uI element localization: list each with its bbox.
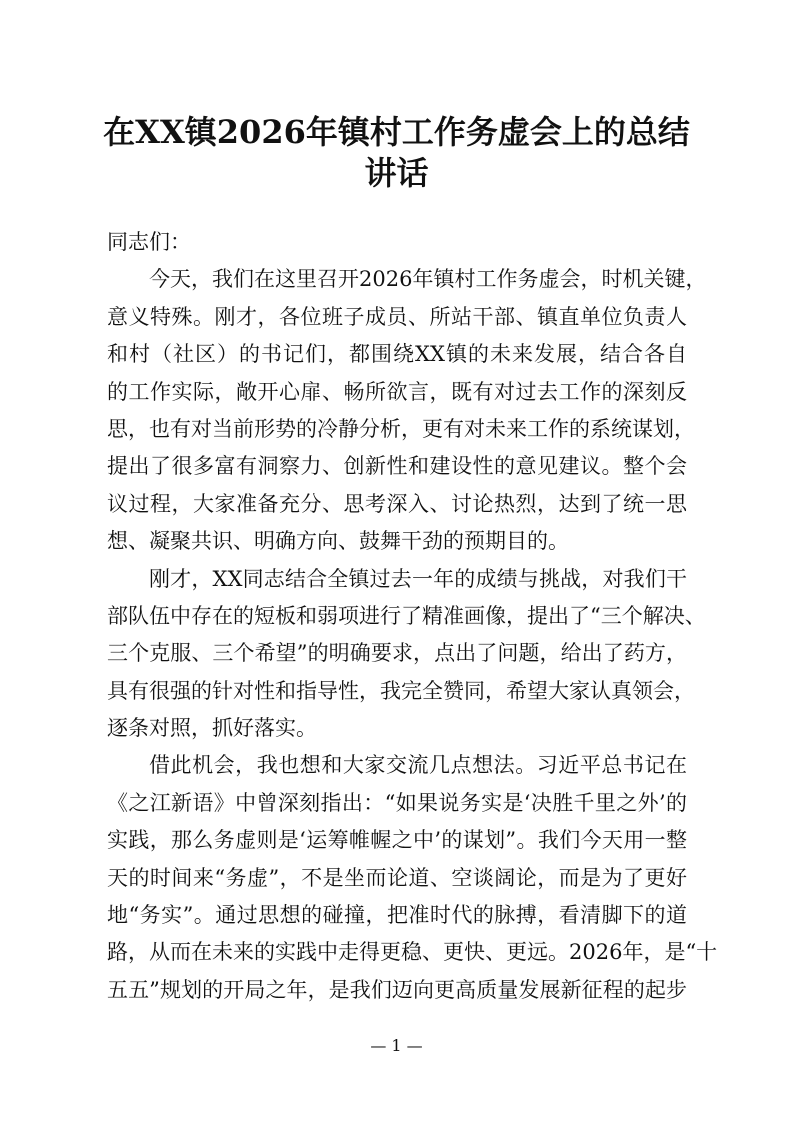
paragraph-line: 天的时间来“务虚”，不是坐而论道、空谈阔论，而是为了更好 [107, 865, 687, 890]
paragraph-line: 《之江新语》中曾深刻指出：“如果说务实是‘决胜千里之外’的 [107, 790, 687, 815]
page-number: — 1 — [370, 1036, 423, 1055]
paragraph-line: 今天，我们在这里召开2026年镇村工作务虚会，时机关键， [149, 267, 707, 292]
paragraph-line: 地“务实”。通过思想的碰撞，把准时代的脉搏，看清脚下的道 [107, 903, 687, 928]
paragraph-line: 意义特殊。刚才，各位班子成员、所站干部、镇直单位负责人 [107, 304, 687, 329]
paragraph [107, 261, 707, 560]
title-line: 在XX镇2026年镇村工作务虚会上的总结 [103, 113, 690, 151]
paragraph [107, 747, 718, 1009]
paragraph-line: 实践，那么务虚则是‘运筹帷幄之中’的谋划”。我们今天用一整 [107, 828, 687, 853]
paragraph-line: 逐条对照，抓好落实。 [107, 716, 317, 741]
paragraph-line: 思，也有对当前形势的冷静分析，更有对未来工作的系统谋划， [107, 416, 695, 441]
paragraph-line: 刚才，XX同志结合全镇过去一年的成绩与挑战，对我们干 [149, 566, 687, 591]
paragraph-line: 部队伍中存在的短板和弱项进行了精准画像，提出了“三个解决、 [107, 603, 706, 628]
paragraph [107, 561, 706, 748]
document-body [107, 224, 718, 1009]
paragraph-line: 的工作实际，敞开心扉、畅所欲言，既有对过去工作的深刻反 [107, 379, 687, 404]
paragraph-line: 五五”规划的开局之年，是我们迈向更高质量发展新征程的起步 [107, 977, 687, 1002]
paragraph-line: 具有很强的针对性和指导性，我完全赞同，希望大家认真领会， [107, 678, 695, 703]
paragraph-line: 提出了很多富有洞察力、创新性和建设性的意见建议。整个会 [107, 454, 687, 479]
document-title [60, 112, 733, 194]
paragraph-line: 议过程，大家准备充分、思考深入、讨论热烈，达到了统一思 [107, 491, 687, 516]
paragraph-line: 和村（社区）的书记们，都围绕XX镇的未来发展，结合各自 [107, 342, 687, 367]
title-line: 讲话 [364, 154, 429, 192]
paragraph-line: 借此机会，我也想和大家交流几点想法。习近平总书记在 [149, 753, 687, 778]
salutation: 同志们： [107, 230, 191, 254]
paragraph-line: 路，从而在未来的实践中走得更稳、更快、更远。2026年，是“十 [107, 940, 718, 965]
paragraph-line: 想、凝聚共识、明确方向、鼓舞干劲的预期目的。 [107, 529, 569, 554]
paragraph-line: 三个克服、三个希望”的明确要求，点出了问题，给出了药方， [107, 641, 687, 666]
